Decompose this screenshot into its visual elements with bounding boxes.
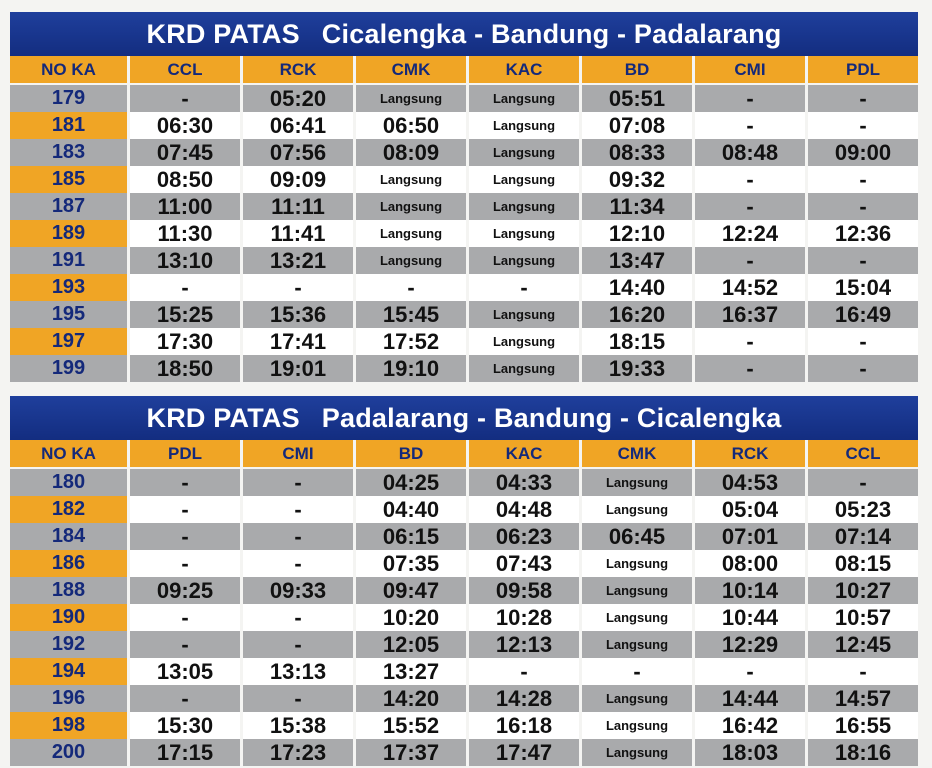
time-cell: 10:20 (356, 604, 466, 631)
time-cell: 12:05 (356, 631, 466, 658)
time-cell: 17:30 (130, 328, 240, 355)
time-cell: 13:13 (243, 658, 353, 685)
time-cell: 10:57 (808, 604, 918, 631)
time-cell: Langsung (469, 166, 579, 193)
time-cell: - (695, 85, 805, 112)
time-cell: 08:48 (695, 139, 805, 166)
time-cell: 11:00 (130, 193, 240, 220)
time-cell: 06:41 (243, 112, 353, 139)
time-cell: Langsung (356, 166, 466, 193)
time-cell: 09:00 (808, 139, 918, 166)
time-cell: - (582, 658, 692, 685)
time-cell: 17:47 (469, 739, 579, 766)
table-title-route: Cicalengka - Bandung - Padalarang (321, 18, 782, 49)
time-cell: 15:04 (808, 274, 918, 301)
time-cell: 11:11 (243, 193, 353, 220)
time-cell: Langsung (469, 328, 579, 355)
time-cell: 16:49 (808, 301, 918, 328)
column-header-station: CMK (356, 56, 466, 85)
column-header-station: CMI (695, 56, 805, 85)
schedule-grid (10, 56, 918, 382)
time-cell: 09:09 (243, 166, 353, 193)
time-cell: - (243, 469, 353, 496)
train-number-cell: 180 (10, 469, 127, 496)
column-header-train-number: NO KA (10, 56, 127, 85)
time-cell: 14:52 (695, 274, 805, 301)
time-cell: - (808, 658, 918, 685)
train-number-cell: 181 (10, 112, 127, 139)
time-cell: - (130, 469, 240, 496)
time-cell: 13:47 (582, 247, 692, 274)
time-cell: - (695, 112, 805, 139)
time-cell: 18:03 (695, 739, 805, 766)
time-cell: - (243, 550, 353, 577)
time-cell: 12:13 (469, 631, 579, 658)
time-cell: 12:24 (695, 220, 805, 247)
time-cell: 06:45 (582, 523, 692, 550)
time-cell: 08:33 (582, 139, 692, 166)
column-header-station: BD (356, 440, 466, 469)
time-cell: 06:30 (130, 112, 240, 139)
time-cell: Langsung (582, 685, 692, 712)
time-cell: 07:01 (695, 523, 805, 550)
time-cell: - (130, 550, 240, 577)
time-cell: 17:15 (130, 739, 240, 766)
time-cell: 09:58 (469, 577, 579, 604)
time-cell: - (243, 604, 353, 631)
table-title-service: KRD PATAS (146, 402, 300, 433)
time-cell: 04:33 (469, 469, 579, 496)
time-cell: 16:55 (808, 712, 918, 739)
time-cell: - (356, 274, 466, 301)
time-cell: 17:41 (243, 328, 353, 355)
time-cell: - (808, 247, 918, 274)
time-cell: 18:16 (808, 739, 918, 766)
train-number-cell: 192 (10, 631, 127, 658)
time-cell: 05:20 (243, 85, 353, 112)
time-cell: 19:33 (582, 355, 692, 382)
time-cell: - (243, 631, 353, 658)
time-cell: 15:25 (130, 301, 240, 328)
train-number-cell: 179 (10, 85, 127, 112)
time-cell: Langsung (582, 577, 692, 604)
time-cell: 04:48 (469, 496, 579, 523)
time-cell: 07:43 (469, 550, 579, 577)
train-number-cell: 198 (10, 712, 127, 739)
time-cell: 10:28 (469, 604, 579, 631)
time-cell: Langsung (582, 550, 692, 577)
time-cell: - (130, 85, 240, 112)
schedule-table-cicalengka-padalarang (10, 12, 918, 382)
time-cell: - (695, 658, 805, 685)
time-cell: 04:40 (356, 496, 466, 523)
time-cell: Langsung (469, 355, 579, 382)
time-cell: 09:33 (243, 577, 353, 604)
time-cell: Langsung (356, 85, 466, 112)
column-header-station: CMK (582, 440, 692, 469)
train-number-cell: 188 (10, 577, 127, 604)
time-cell: - (130, 631, 240, 658)
time-cell: Langsung (469, 220, 579, 247)
train-number-cell: 186 (10, 550, 127, 577)
time-cell: 16:42 (695, 712, 805, 739)
time-cell: - (695, 328, 805, 355)
column-header-station: CMI (243, 440, 353, 469)
time-cell: 17:52 (356, 328, 466, 355)
column-header-station: CCL (808, 440, 918, 469)
time-cell: 05:04 (695, 496, 805, 523)
train-number-cell: 191 (10, 247, 127, 274)
train-number-cell: 183 (10, 139, 127, 166)
time-cell: 17:37 (356, 739, 466, 766)
column-header-station: RCK (243, 56, 353, 85)
time-cell: - (808, 355, 918, 382)
time-cell: 11:30 (130, 220, 240, 247)
time-cell: Langsung (582, 496, 692, 523)
column-header-station: KAC (469, 440, 579, 469)
time-cell: - (243, 496, 353, 523)
time-cell: 12:36 (808, 220, 918, 247)
column-header-station: RCK (695, 440, 805, 469)
time-cell: - (808, 112, 918, 139)
time-cell: 04:25 (356, 469, 466, 496)
time-cell: Langsung (582, 469, 692, 496)
train-number-cell: 195 (10, 301, 127, 328)
time-cell: - (243, 685, 353, 712)
time-cell: Langsung (582, 631, 692, 658)
table-title (10, 12, 918, 56)
table-title-route: Padalarang - Bandung - Cicalengka (321, 402, 782, 433)
column-header-station: KAC (469, 56, 579, 85)
time-cell: 14:57 (808, 685, 918, 712)
time-cell: 07:35 (356, 550, 466, 577)
time-cell: Langsung (582, 739, 692, 766)
time-cell: 14:20 (356, 685, 466, 712)
column-header-train-number: NO KA (10, 440, 127, 469)
train-number-cell: 194 (10, 658, 127, 685)
train-number-cell: 199 (10, 355, 127, 382)
time-cell: - (695, 355, 805, 382)
time-cell: 14:28 (469, 685, 579, 712)
time-cell: 16:18 (469, 712, 579, 739)
train-number-cell: 185 (10, 166, 127, 193)
time-cell: 13:10 (130, 247, 240, 274)
train-number-cell: 197 (10, 328, 127, 355)
time-cell: 08:00 (695, 550, 805, 577)
time-cell: - (243, 274, 353, 301)
time-cell: 10:14 (695, 577, 805, 604)
time-cell: Langsung (582, 604, 692, 631)
time-cell: - (808, 328, 918, 355)
time-cell: 16:20 (582, 301, 692, 328)
train-number-cell: 193 (10, 274, 127, 301)
time-cell: 07:56 (243, 139, 353, 166)
time-cell: Langsung (469, 85, 579, 112)
time-cell: 05:23 (808, 496, 918, 523)
train-number-cell: 200 (10, 739, 127, 766)
time-cell: 12:45 (808, 631, 918, 658)
time-cell: 13:05 (130, 658, 240, 685)
time-cell: 14:44 (695, 685, 805, 712)
train-number-cell: 182 (10, 496, 127, 523)
time-cell: 18:15 (582, 328, 692, 355)
table-title (10, 396, 918, 440)
time-cell: 14:40 (582, 274, 692, 301)
time-cell: 11:34 (582, 193, 692, 220)
time-cell: - (695, 193, 805, 220)
time-cell: - (695, 247, 805, 274)
time-cell: Langsung (356, 193, 466, 220)
time-cell: 16:37 (695, 301, 805, 328)
column-header-station: CCL (130, 56, 240, 85)
time-cell: Langsung (469, 193, 579, 220)
time-cell: 07:45 (130, 139, 240, 166)
time-cell: Langsung (469, 139, 579, 166)
time-cell: Langsung (469, 112, 579, 139)
time-cell: - (808, 193, 918, 220)
schedule-grid (10, 440, 918, 766)
column-header-station: PDL (808, 56, 918, 85)
time-cell: Langsung (356, 220, 466, 247)
time-cell: 19:01 (243, 355, 353, 382)
time-cell: - (130, 604, 240, 631)
time-cell: 17:23 (243, 739, 353, 766)
time-cell: - (469, 658, 579, 685)
time-cell: 08:50 (130, 166, 240, 193)
column-header-station: BD (582, 56, 692, 85)
time-cell: - (808, 85, 918, 112)
table-title-service: KRD PATAS (146, 18, 300, 49)
train-number-cell: 184 (10, 523, 127, 550)
time-cell: - (469, 274, 579, 301)
time-cell: 08:09 (356, 139, 466, 166)
train-number-cell: 190 (10, 604, 127, 631)
time-cell: Langsung (356, 247, 466, 274)
time-cell: Langsung (469, 301, 579, 328)
time-cell: 13:21 (243, 247, 353, 274)
time-cell: 10:44 (695, 604, 805, 631)
column-header-station: PDL (130, 440, 240, 469)
time-cell: - (808, 166, 918, 193)
time-cell: 10:27 (808, 577, 918, 604)
time-cell: - (130, 274, 240, 301)
time-cell: Langsung (469, 247, 579, 274)
time-cell: Langsung (582, 712, 692, 739)
train-number-cell: 196 (10, 685, 127, 712)
time-cell: 06:15 (356, 523, 466, 550)
time-cell: 15:52 (356, 712, 466, 739)
time-cell: 09:25 (130, 577, 240, 604)
time-cell: 13:27 (356, 658, 466, 685)
time-cell: 12:10 (582, 220, 692, 247)
time-cell: 18:50 (130, 355, 240, 382)
time-cell: 09:47 (356, 577, 466, 604)
time-cell: 15:30 (130, 712, 240, 739)
time-cell: 07:08 (582, 112, 692, 139)
time-cell: 12:29 (695, 631, 805, 658)
time-cell: 07:14 (808, 523, 918, 550)
schedule-table-padalarang-cicalengka (10, 396, 918, 766)
time-cell: 09:32 (582, 166, 692, 193)
train-number-cell: 189 (10, 220, 127, 247)
time-cell: 15:38 (243, 712, 353, 739)
time-cell: - (695, 166, 805, 193)
time-cell: 08:15 (808, 550, 918, 577)
time-cell: 15:45 (356, 301, 466, 328)
time-cell: 05:51 (582, 85, 692, 112)
time-cell: - (130, 496, 240, 523)
time-cell: - (130, 523, 240, 550)
time-cell: - (243, 523, 353, 550)
time-cell: - (808, 469, 918, 496)
time-cell: 06:50 (356, 112, 466, 139)
time-cell: 06:23 (469, 523, 579, 550)
train-number-cell: 187 (10, 193, 127, 220)
time-cell: 15:36 (243, 301, 353, 328)
time-cell: - (130, 685, 240, 712)
time-cell: 11:41 (243, 220, 353, 247)
time-cell: 04:53 (695, 469, 805, 496)
time-cell: 19:10 (356, 355, 466, 382)
